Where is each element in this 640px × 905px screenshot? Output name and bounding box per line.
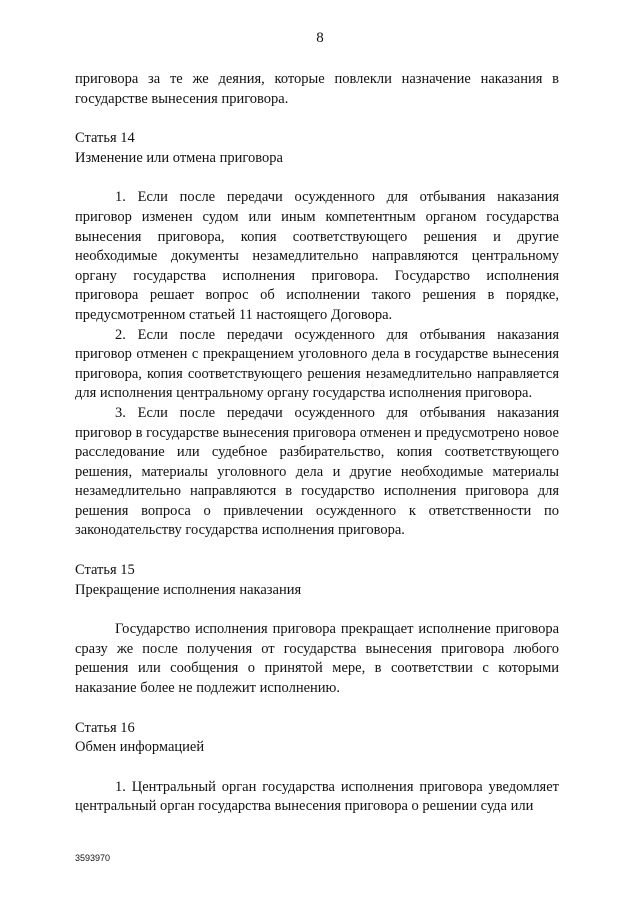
article-title: Изменение или отмена приговора: [75, 149, 283, 166]
article-paragraph: 1. Центральный орган государства исполнения приговора уведомляет центральный орган государства вынесения приговора о решении суда или: [75, 778, 559, 815]
article-number: Статья 14: [75, 130, 135, 147]
article-16: [75, 719, 559, 817]
article-paragraph: Государство исполнения приговора прекращает исполнение приговора сразу же после получения от государства вынесения приговора любого решения или сообщения о принятой мере, в соответствии с которыми наказание более не подлежит исполнению.: [75, 621, 559, 697]
intro-paragraph: приговора за те же деяния, которые повлекли назначение наказания в государстве вынесения приговора.: [75, 71, 559, 107]
document-body: [75, 70, 559, 817]
article-paragraph: 3. Если после передачи осужденного для отбывания наказания приговор в государстве вынесения приговора отменен и предусмотрено новое расследование или судебное разбирательство, копия соответствующего решения, материалы уголовного дела и другие необходимые материалы незамедлительно направляются в государство исполнения приговора для решения вопроса о привлечении осужденного к ответственности по законодательству государства исполнения приговора.: [75, 404, 559, 539]
article-title: Обмен информацией: [75, 739, 205, 756]
article-paragraph: 1. Если после передачи осужденного для отбывания наказания приговор изменен судом или иным компетентным органом государства вынесения приговора, копия соответствующего решения и другие необходимые документы незамедлительно направляются центральному органу государства исполнения приговора. Государство исполнения приговора решает вопрос об исполнении такого решения в порядке, предусмотренном статьей 11 настоящего Договора.: [75, 189, 559, 323]
article-number: Статья 15: [75, 562, 135, 579]
article-15: [75, 561, 559, 699]
document-code: 3593970: [75, 853, 111, 863]
article-number: Статья 16: [75, 719, 135, 736]
article-paragraph: 2. Если после передачи осужденного для отбывания наказания приговор отменен с прекращением уголовного дела в государстве вынесения приговора, копия соответствующего решения незамедлительно направляется для исполнения центральному органу государства исполнения приговора.: [75, 326, 559, 402]
article-14: [75, 129, 559, 541]
page-number: 8: [316, 30, 324, 46]
article-title: Прекращение исполнения наказания: [75, 581, 302, 598]
